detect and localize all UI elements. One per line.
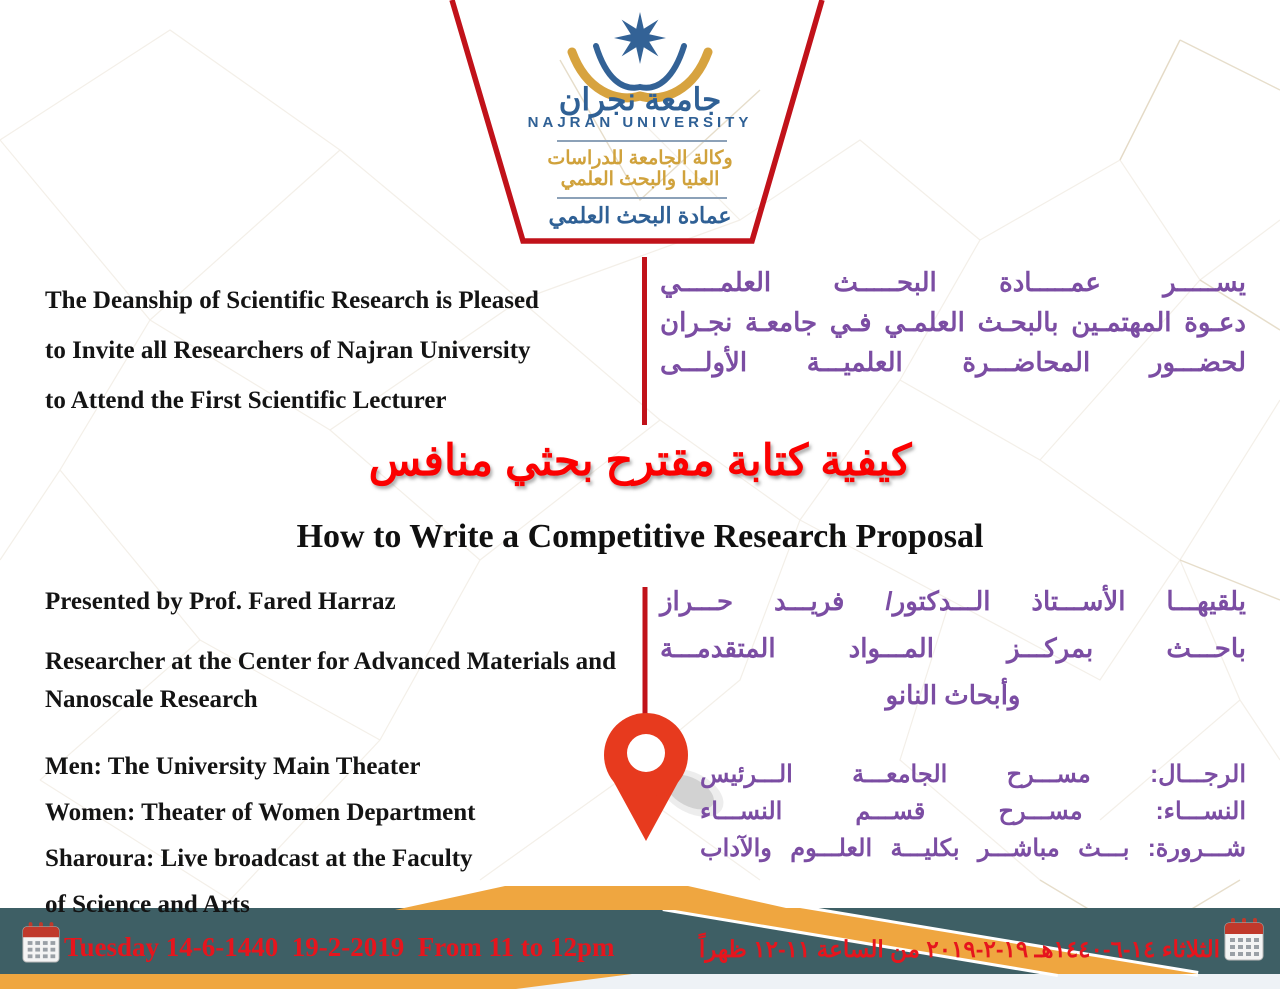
venue-line-ar: الرجـــال: مســـرح الجامعـــة الـــرئيس xyxy=(700,761,1246,788)
logo-vice-rectorate-line1: وكالة الجامعة للدراسات xyxy=(547,148,733,169)
presenter-affiliation-en: Researcher at the Center for Advanced Materials and Nanoscale Research xyxy=(45,648,616,713)
invitation-text-en xyxy=(45,276,539,426)
presenter-line-ar: يلقيهـــا الأســـتاذ الـــدكتور/ فريـــد حـــراز xyxy=(660,586,1246,616)
invitation-line-ar: دعـوة المهتمـين بالبحـث العلمـي فـي جامعـة نجـران xyxy=(660,307,1246,337)
venue-line: Women: Theater of Women Department xyxy=(45,799,476,826)
event-datetime-ar: الثلاثاء ١٤-٦-١٤٤٠هـ ١٩-٢-٢٠١٩ من الساعة ١١-١٢ ظهراً xyxy=(698,936,1220,962)
logo-vice-rectorate-ar xyxy=(440,148,840,190)
calendar-icon xyxy=(1224,918,1264,967)
invitation-line-ar: لحضـــور المحاضـــرة العلميـــة الأولـــى xyxy=(660,347,1246,377)
logo-divider-bottom xyxy=(557,197,727,199)
invitation-line-ar: يســـــر عمـــــادة البحـــــث العلمـــــي xyxy=(660,267,1246,297)
venue-line: of Science and Arts xyxy=(45,891,250,918)
presenter-line-ar: وأبحاث النانو xyxy=(885,680,1021,710)
event-datetime-en: Tuesday 14-6-1440 19-2-2019 From 11 to 12pm xyxy=(64,932,615,962)
venue-text-ar xyxy=(700,756,1246,867)
invitation-line: to Invite all Researchers of Najran University xyxy=(45,337,531,364)
presenter-name-en: Presented by Prof. Fared Harraz xyxy=(45,588,396,615)
lecture-title-ar: كيفية كتابة مقترح بحثي منافس xyxy=(368,437,912,485)
invitation-line: to Attend the First Scientific Lecturer xyxy=(45,387,447,414)
invitation-text-ar xyxy=(660,262,1246,382)
invitation-line: The Deanship of Scientific Research is Pleased xyxy=(45,287,539,314)
star-icon xyxy=(614,12,666,64)
logo-university-name-ar: جامعة نجران xyxy=(558,82,722,117)
venue-line-ar: شـــرورة: بـــث مباشـــر بكليـــة العلـــوم والآداب xyxy=(700,835,1246,862)
venue-text-en xyxy=(45,744,476,928)
presenter-text-ar xyxy=(660,578,1246,719)
logo-divider-top xyxy=(557,140,727,142)
venue-line-ar: النســـاء: مســـرح قســـم النســـاء xyxy=(700,798,1246,825)
section-divider-line xyxy=(642,257,647,425)
venue-line: Sharoura: Live broadcast at the Faculty xyxy=(45,845,473,872)
presenter-line-ar: باحـــث بمركـــز المـــواد المتقدمـــة xyxy=(660,633,1246,663)
venue-line: Men: The University Main Theater xyxy=(45,753,421,780)
lecture-title-en: How to Write a Competitive Research Proposal xyxy=(296,518,984,555)
calendar-icon xyxy=(22,922,60,969)
logo-university-name-en: NAJRAN UNIVERSITY xyxy=(527,114,753,131)
logo-deanship-ar: عمادة البحث العلمي xyxy=(548,203,732,228)
logo-vice-rectorate-line2: العليا والبحث العلمي xyxy=(560,169,720,190)
